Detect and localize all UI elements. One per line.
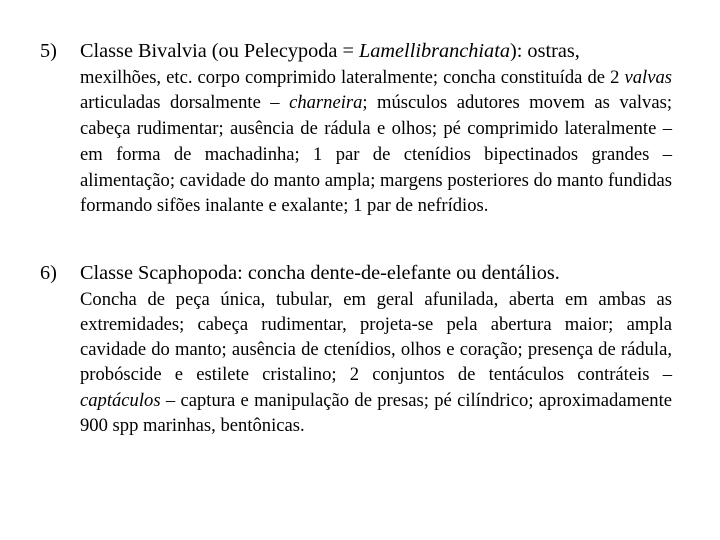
list-item-text [80,260,672,438]
text-run: Concha de peça única, tubular, em geral afunilada, aberta em ambas as extremidades; cabeça rudimentar, projeta-se pela abertura maior; ampla cavidade do manto; ausência de ctenídios, olhos e coração; presença de rádula, probóscide e estilete cristalino; 2 conjuntos de tentáculos contráteis – [80,288,672,386]
list-item-lead [80,38,672,65]
list-item-bivalvia [40,38,672,219]
italic-term: charneira [289,92,363,114]
text-run: ; músculos adutores movem as valvas; cabeça rudimentar; ausência de rádula e olhos; pé comprimido lateralmente – em forma de machadinha; 1 par de ctenídios bipectinados grandes – alimentação; cavidade do manto ampla; margens posteriores do manto fundidas formando sifões inalante e exalante; 1 par de nefrídios. [80,92,672,217]
italic-term: Lamellibranchiata [358,40,510,62]
text-run: ): ostras, [509,40,580,62]
italic-term: valvas [624,66,672,88]
list-item-lead [80,260,672,287]
list-item-body [80,65,672,220]
italic-term: captáculos [80,389,161,411]
list-item-text [80,38,672,219]
text-run: Classe Bivalvia (ou Pelecypoda = [80,40,359,62]
text-run: mexilhões, etc. corpo comprimido lateralmente; concha constituída de 2 [80,66,625,88]
list-number: 6) [40,262,57,284]
list-item-scaphopoda [40,260,672,438]
list-number: 5) [40,40,57,62]
text-run: Classe Scaphopoda: concha dente-de-elefante ou dentálios. [80,262,560,284]
list-item-body [80,287,672,439]
text-run: – captura e manipulação de presas; pé cilíndrico; aproximadamente 900 spp marinhas, bentônicas. [80,389,672,436]
text-run: articuladas dorsalmente – [80,92,290,114]
